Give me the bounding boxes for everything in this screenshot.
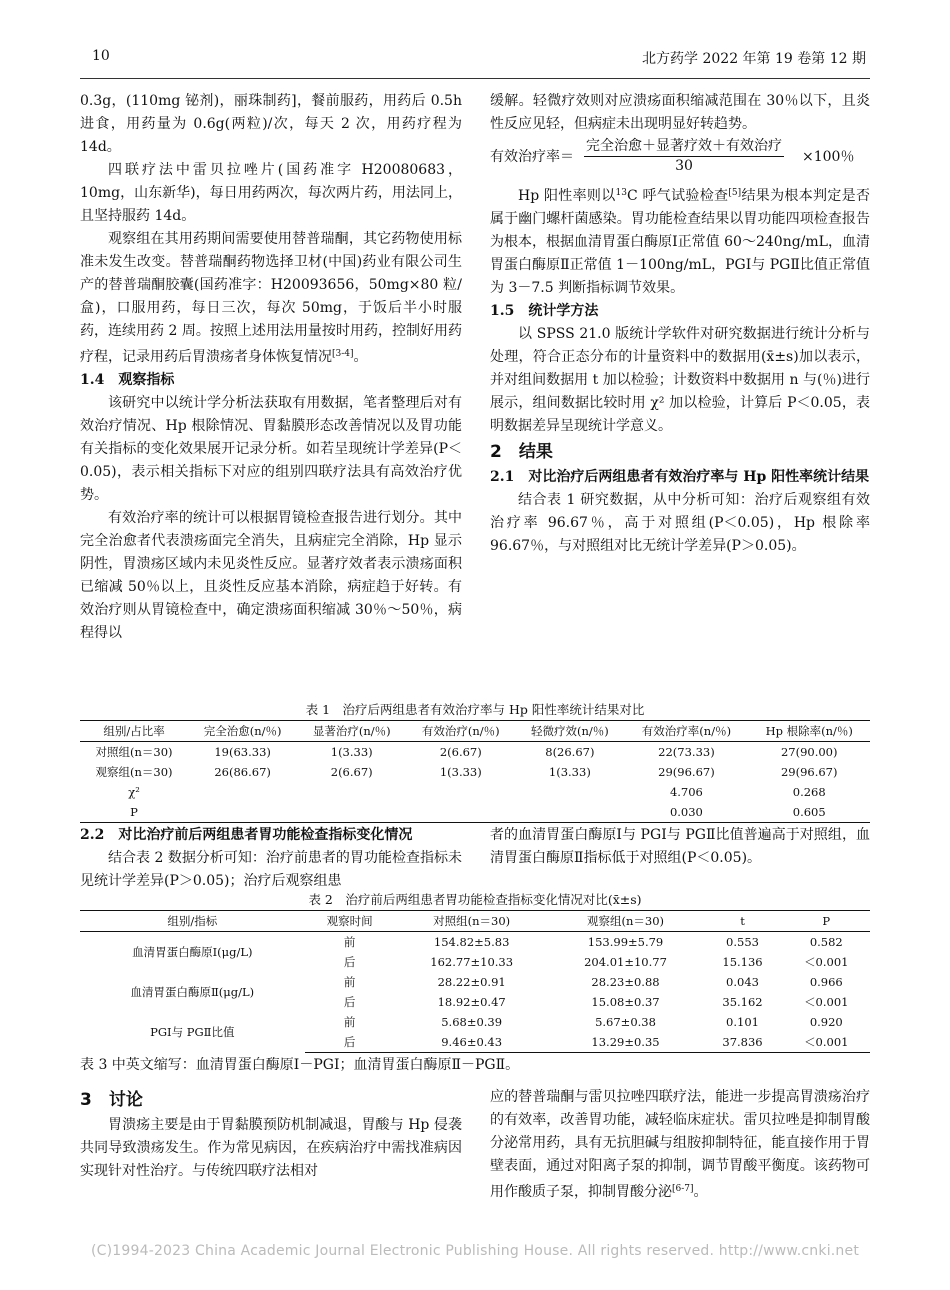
table-group-label: 血清胃蛋白酶原Ⅰ(μg/L) — [132, 945, 253, 959]
paragraph-text: 结果为根本判定是否属于幽门螺杆菌感染。胃功能检查结果以胃功能四项检查报告为根本，根据血清胃蛋白酶原Ⅰ正常值 60～240ng/mL，血清胃蛋白酶原Ⅱ正常值 1－100ng/mL，PGⅠ与 PGⅡ比值正常值为 3－7.5 判断指标调节效果。 — [490, 188, 870, 296]
table-row — [80, 932, 870, 953]
table-cell — [188, 782, 297, 802]
paragraph — [490, 182, 870, 300]
table-cell: 0.605 — [748, 802, 870, 823]
paragraph: 者的血清胃蛋白酶原Ⅰ与 PGⅠ与 PGⅡ比值普遍高于对照组，血清胃蛋白酶原Ⅱ指标低于对照组(P＜0.05)。 — [490, 827, 870, 866]
table-cell — [515, 802, 624, 823]
table2-header-cell: 观察组(n＝30) — [549, 911, 703, 932]
paragraph-text: 观察组在其用药期间需要使用替普瑞酮，其它药物使用标准未发生改变。替普瑞酮药物选择卫材(中国)药业有限公司生产的替普瑞酮胶囊(国药准字：H20093656，50mg×80 粒/盒)，口服用药，每日三次，每次 50mg，于饭后半小时服药，连续用药 2 周。按照上述用法用量按时用药，控制好用药疗程，记录用药后胃溃疡者身体恢复情况 — [80, 231, 462, 365]
left-column-mid — [80, 824, 462, 893]
formula-lhs: 有效治疗率＝ — [490, 149, 574, 165]
table1-caption: 表 1 治疗后两组患者有效治疗率与 Hp 阳性率统计结果对比 — [305, 702, 645, 717]
table-row — [80, 762, 870, 782]
table2-header-cell: P — [783, 911, 870, 932]
table-cell: 18.92±0.47 — [437, 995, 506, 1009]
table-cell: 前 — [343, 935, 356, 949]
table-cell: 后 — [343, 955, 356, 969]
table-cell: 0.268 — [792, 785, 826, 799]
paragraph-text: Hp 阳性率则以 — [518, 188, 616, 204]
right-column-bottom — [490, 1086, 870, 1204]
paragraph: 四联疗法中雷贝拉唑片(国药准字 H20080683，10mg，山东新华)，每日用药两次，每次两片药，用法同上，且坚持服药 14d。 — [80, 162, 462, 224]
table-cell — [297, 782, 406, 802]
table-cell: 15.136 — [722, 955, 763, 969]
table-cell: 0.920 — [809, 1015, 843, 1029]
table-cell — [406, 782, 515, 802]
formula-rhs: ×100％ — [802, 149, 855, 165]
table1-header-cell: Hp 根除率(n/％) — [748, 721, 870, 742]
paragraph: 该研究中以统计学分析法获取有用数据，笔者整理后对有效治疗情况、Hp 根除情况、胃黏膜形态改善情况以及胃功能有关指标的变化效果展开记录分析。如若呈现统计学差异(P＜0.05)，表示相关指标下对应的组别四联疗法具有高效治疗优势。 — [80, 395, 462, 503]
table-cell: 0.553 — [726, 935, 759, 949]
table2 — [80, 910, 870, 1053]
table-cell: 后 — [305, 1032, 395, 1053]
table-cell: 154.82±5.83 — [433, 935, 510, 949]
table-cell: 26(86.67) — [214, 765, 271, 779]
table1-header-cell: 有效治疗率(n/％) — [624, 721, 748, 742]
table1-header-cell: 组别/占比率 — [80, 721, 188, 742]
isotope-superscript: 13 — [615, 188, 627, 198]
table2-header-cell: 组别/指标 — [80, 911, 305, 932]
citation: [6-7] — [672, 1184, 694, 1194]
table-cell: ＜0.001 — [804, 955, 849, 969]
formula-denominator: 30 — [675, 158, 693, 174]
table-cell — [406, 802, 515, 823]
table-cell: 9.46±0.43 — [395, 1032, 549, 1053]
table-cell: 8(26.67) — [545, 745, 595, 759]
copyright-footer: (C)1994-2023 China Academic Journal Electronic Publishing House. All rights reserved. http://www.cnki.net — [90, 1243, 860, 1259]
table-cell: 29(96.67) — [658, 765, 715, 779]
section-heading-1-4: 1.4 观察指标 — [80, 372, 175, 388]
table-cell: 后 — [343, 995, 356, 1009]
table-cell: 15.08±0.37 — [591, 995, 660, 1009]
table2-header-row — [80, 911, 870, 932]
table-cell: 19(63.33) — [214, 745, 271, 759]
formula-numerator: 完全治愈＋显著疗效＋有效治疗 — [584, 136, 784, 157]
table-cell: 2(6.67) — [330, 765, 373, 779]
section-heading-2-1: 2.1 对比治疗后两组患者有效治疗率与 Hp 阳性率统计结果 — [490, 469, 870, 485]
table-cell — [515, 782, 624, 802]
table-cell: 0.966 — [809, 975, 843, 989]
table1-body — [80, 742, 870, 823]
section-heading-1-5: 1.5 统计学方法 — [490, 303, 599, 319]
table-cell: 28.23±0.88 — [591, 975, 660, 989]
table-cell: 4.706 — [669, 785, 703, 799]
table2-note: 表 3 中英文缩写：血清胃蛋白酶原Ⅰ－PGI；血清胃蛋白酶原Ⅱ－PGⅡ。 — [80, 1057, 520, 1073]
table-cell: 2(6.67) — [439, 745, 482, 759]
table-group-label: 血清胃蛋白酶原Ⅱ(μg/L) — [130, 985, 255, 999]
section-heading-3 — [80, 1086, 462, 1114]
right-column-mid — [490, 824, 870, 870]
table2-body — [80, 932, 870, 1053]
page-number: 10 — [92, 48, 110, 64]
paragraph-text: 应的替普瑞酮与雷贝拉唑四联疗法，能进一步提高胃溃疡治疗的有效率，改善胃功能，减轻临床症状。雷贝拉唑是抑制胃酸分泌常用药，具有无抗胆碱与组胺抑制特征，能直接作用于胃壁表面，通过对阳离子泵的抑制，调节胃酸平衡度。该药物可用作酸质子泵，抑制胃酸分泌 — [490, 1089, 870, 1200]
table-cell: 27(90.00) — [780, 745, 838, 759]
table-cell: 前 — [343, 1015, 356, 1029]
paragraph: 结合表 1 研究数据，从中分析可知：治疗后观察组有效治疗率 96.67％，高于对照组(P＜0.05)，Hp 根除率 96.67％，与对照组对比无统计学差异(P＞0.05)。 — [490, 492, 870, 554]
table-cell: 1(3.33) — [439, 765, 482, 779]
table2-header-cell: t — [702, 911, 782, 932]
left-column-bottom — [80, 1086, 462, 1183]
table-cell: 37.836 — [702, 1032, 782, 1053]
table-row — [80, 782, 870, 802]
paragraph-text: 。 — [693, 1184, 708, 1200]
table-cell: 0.043 — [726, 975, 759, 989]
table-cell: 204.01±10.77 — [584, 955, 667, 969]
table2-caption: 表 2 治疗前后两组患者胃功能检查指标变化情况对比(x̄±s) — [308, 892, 642, 907]
table-cell — [188, 802, 297, 823]
formula-fraction — [584, 136, 784, 175]
table-cell: 0.030 — [624, 802, 748, 823]
paragraph: 胃溃疡主要是由于胃黏膜预防机制减退，胃酸与 Hp 侵袭共同导致溃疡发生。作为常见病因，在疾病治疗中需找准病因实现针对性治疗。与传统四联疗法相对 — [80, 1117, 462, 1179]
table-row — [80, 802, 870, 823]
table-row — [80, 1012, 870, 1032]
table-cell — [297, 802, 406, 823]
table2-header-cell: 对照组(n＝30) — [395, 911, 549, 932]
table-row — [80, 972, 870, 992]
left-column-top — [80, 90, 462, 645]
table-cell: 0.582 — [809, 935, 843, 949]
table-cell: 35.162 — [722, 995, 763, 1009]
paragraph: 缓解。轻微疗效则对应溃疡面积缩减范围在 30％以下，且炎性反应见轻，但病症未出现明显好转趋势。 — [490, 93, 870, 132]
table-group-label: PGⅠ与 PGⅡ比值 — [150, 1025, 235, 1040]
table1-header-cell: 有效治疗(n/％) — [406, 721, 515, 742]
table-cell: ＜0.001 — [783, 1032, 870, 1053]
table1-header-cell: 完全治愈(n/％) — [188, 721, 297, 742]
right-column-top — [490, 90, 870, 558]
table-cell: 1(3.33) — [330, 745, 373, 759]
header-rule — [80, 78, 870, 79]
paragraph — [490, 1086, 870, 1204]
paragraph: 结合表 2 数据分析可知：治疗前患者的胃功能检查指标未见统计学差异(P＞0.05)；治疗后观察组患 — [80, 850, 462, 889]
table-cell: 28.22±0.91 — [437, 975, 506, 989]
heading-text: 3 讨论 — [80, 1090, 143, 1110]
table-cell: 153.99±5.79 — [587, 935, 664, 949]
table-cell: P — [80, 802, 188, 823]
heading-text: 2 结果 — [490, 442, 553, 462]
table-cell: 0.101 — [726, 1015, 759, 1029]
paragraph: 以 SPSS 21.0 版统计学软件对研究数据进行统计分析与处理，符合正态分布的计量资料中的数据用(x̄±s)加以表示，并对组间数据用 t 加以检验；计数资料中数据用 n 与(％)进行展示，组间数据比较时用 χ² 加以检验，计算后 P＜0.05，表明数据差异呈现统计学意义。 — [490, 326, 870, 434]
table1-header-cell: 轻微疗效(n/％) — [515, 721, 624, 742]
table-cell: 观察组(n＝30) — [95, 765, 173, 779]
section-heading-2 — [490, 438, 870, 466]
paragraph-text: C 呼气试验检查 — [626, 188, 729, 204]
table-cell: 5.68±0.39 — [441, 1015, 503, 1029]
table-cell: 22(73.33) — [658, 745, 715, 759]
citation: [3-4] — [332, 349, 354, 359]
table-cell: 162.77±10.33 — [430, 955, 514, 969]
efficacy-formula — [490, 138, 870, 176]
table1-header-cell: 显著治疗(n/％) — [297, 721, 406, 742]
table-cell: 29(96.67) — [780, 765, 838, 779]
table-cell: 对照组(n＝30) — [95, 745, 173, 759]
table-cell: 13.29±0.35 — [549, 1032, 703, 1053]
table-cell: χ² — [128, 785, 140, 799]
journal-header: 北方药学 2022 年第 19 卷第 12 期 — [642, 51, 866, 67]
table2-header-cell: 观察时间 — [305, 911, 395, 932]
paragraph: 观察组在其用药期间需要使用替普瑞酮，其它药物使用标准未发生改变。替普瑞酮药物选择卫材(中国)药业有限公司生产的替普瑞酮胶囊(国药准字：H20093656，50mg×80 粒/盒)，口服用药，每日三次，每次 50mg，于饭后半小时服药，连续用药 2 周。按照上述用法用量按时用药，控制好用药疗程，记录用药后胃溃疡者身体恢复情况[3-4]。 — [80, 231, 462, 365]
table-cell: 1(3.33) — [548, 765, 591, 779]
paragraph: 有效治疗率的统计可以根据胃镜检查报告进行划分。其中完全治愈者代表溃疡面完全消失，且病症完全消除，Hp 显示阴性，胃溃疡区域内未见炎性反应。显著疗效者表示溃疡面积已缩减 50％以上，且炎性反应基本消除，病症趋于好转。有效治疗则从胃镜检查中，确定溃疡面积缩减 30％～50％，病程得以 — [80, 510, 462, 641]
table1 — [80, 720, 870, 823]
section-heading-2-2: 2.2 对比治疗前后两组患者胃功能检查指标变化情况 — [80, 827, 413, 843]
table-cell: 5.67±0.38 — [595, 1015, 656, 1029]
table1-header-row — [80, 721, 870, 742]
table-cell: 前 — [343, 975, 356, 989]
paragraph: 0.3g，(110mg 铋剂)，丽珠制药]，餐前服药，用药后 0.5h 进食，用药量为 0.6g(两粒)/次，每天 2 次，用药疗程为 14d。 — [80, 93, 462, 155]
table-row — [80, 742, 870, 763]
citation: [5] — [728, 188, 742, 198]
table-cell: ＜0.001 — [804, 995, 849, 1009]
